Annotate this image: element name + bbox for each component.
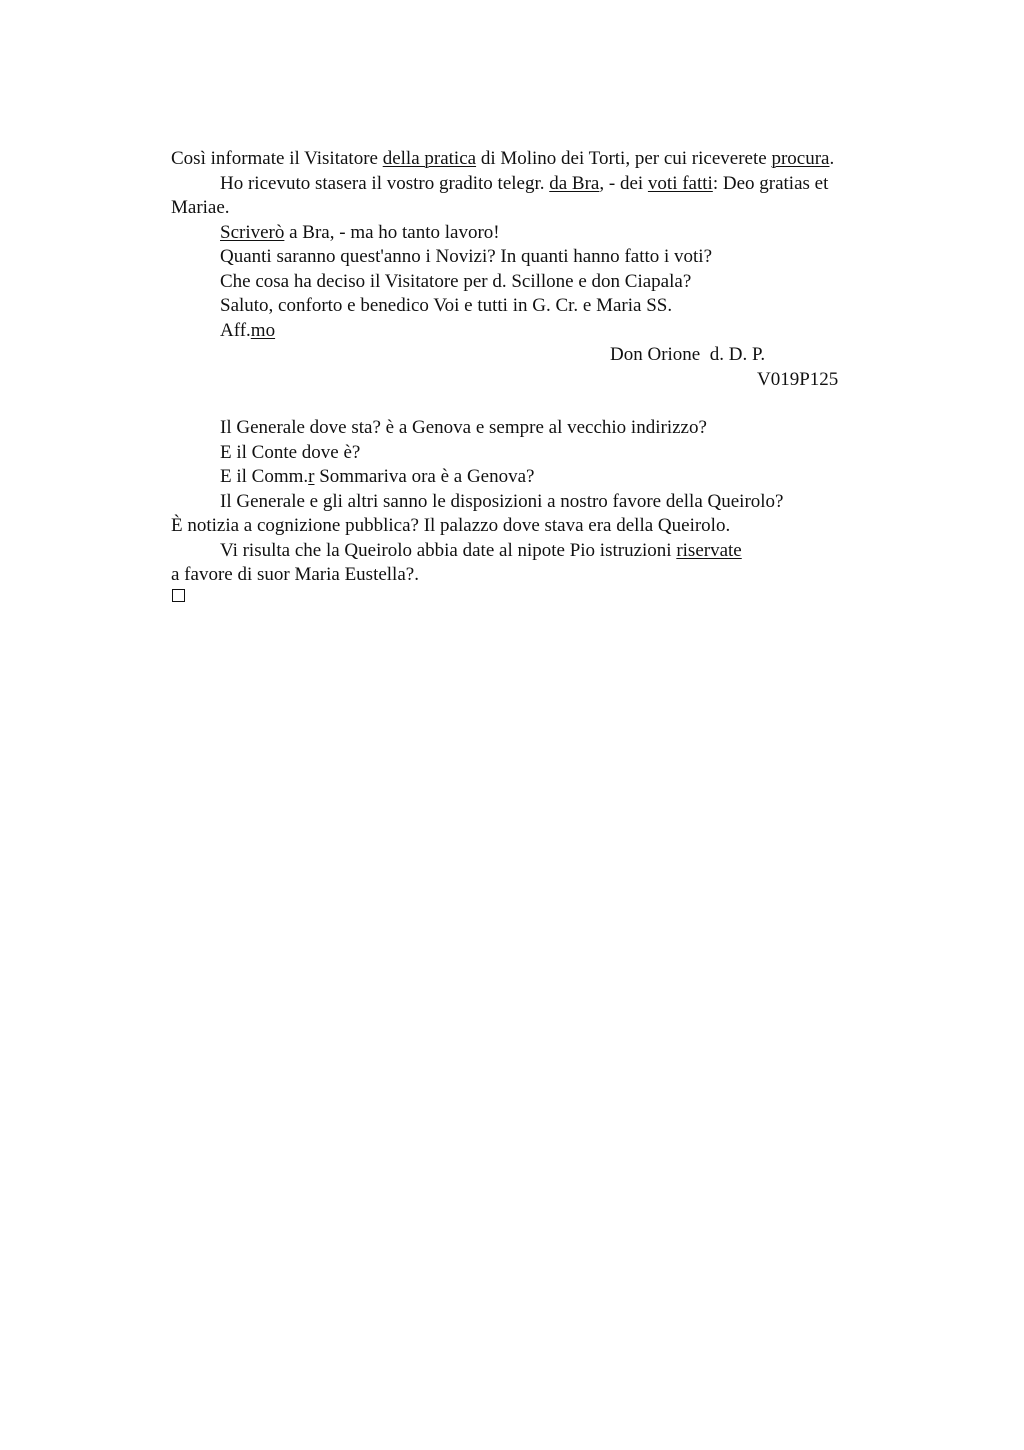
postscript-line-1: Il Generale dove sta? è a Genova e sempre al vecchio indirizzo? <box>220 417 707 438</box>
letter-line-7: Saluto, conforto e benedico Voi e tutti in G. Cr. e Maria SS. <box>220 295 673 316</box>
text-run: . <box>829 148 835 169</box>
text-run: : Deo gratias et <box>712 173 829 194</box>
underlined-text: riservate <box>676 540 742 561</box>
text-run: Vi risulta che la Queirolo abbia date al nipote Pio istruzioni <box>220 540 677 561</box>
letter-line-1 <box>171 147 834 171</box>
text-run: a Bra, - ma ho tanto lavoro! <box>284 222 500 243</box>
text-run: di Molino dei Torti, per cui riceverete <box>476 148 772 169</box>
underlined-text: mo <box>250 320 276 341</box>
postscript-line-2: E il Conte dove è? <box>220 442 361 463</box>
text-run: Così informate il Visitatore <box>171 148 383 169</box>
text-run: Sommariva ora è a Genova? <box>314 466 535 487</box>
text-run: Ho ricevuto stasera il vostro gradito telegr. <box>220 173 550 194</box>
underlined-text: voti fatti <box>647 173 713 194</box>
signature: Don Orione d. D. P. <box>610 344 766 365</box>
postscript-line-4: Il Generale e gli altri sanno le disposizioni a nostro favore della Queirolo? <box>220 491 784 512</box>
text-run: , - dei <box>599 173 648 194</box>
letter-line-3: Mariae. <box>171 197 230 218</box>
postscript-line-5: È notizia a cognizione pubblica? Il palazzo dove stava era della Queirolo. <box>171 515 731 536</box>
empty-square-icon <box>172 589 185 602</box>
letter-line-6: Che cosa ha deciso il Visitatore per d. Scillone e don Ciapala? <box>220 271 692 292</box>
letter-line-4 <box>220 221 500 245</box>
underlined-text: della pratica <box>382 148 477 169</box>
text-run: E il Comm. <box>220 466 309 487</box>
letter-closing <box>220 319 275 343</box>
letter-line-5: Quanti saranno quest'anno i Novizi? In quanti hanno fatto i voti? <box>220 246 713 267</box>
underlined-text: r <box>308 466 315 487</box>
postscript-line-6 <box>220 539 742 563</box>
letter-line-2 <box>220 172 828 196</box>
text-run: Aff. <box>220 320 251 341</box>
postscript-line-3 <box>220 465 534 489</box>
page-reference: V019P125 <box>757 369 839 390</box>
underlined-text: da Bra <box>549 173 600 194</box>
postscript-line-7: a favore di suor Maria Eustella?. <box>171 564 419 585</box>
underlined-text: Scriverò <box>220 222 285 243</box>
underlined-text: procura <box>771 148 830 169</box>
